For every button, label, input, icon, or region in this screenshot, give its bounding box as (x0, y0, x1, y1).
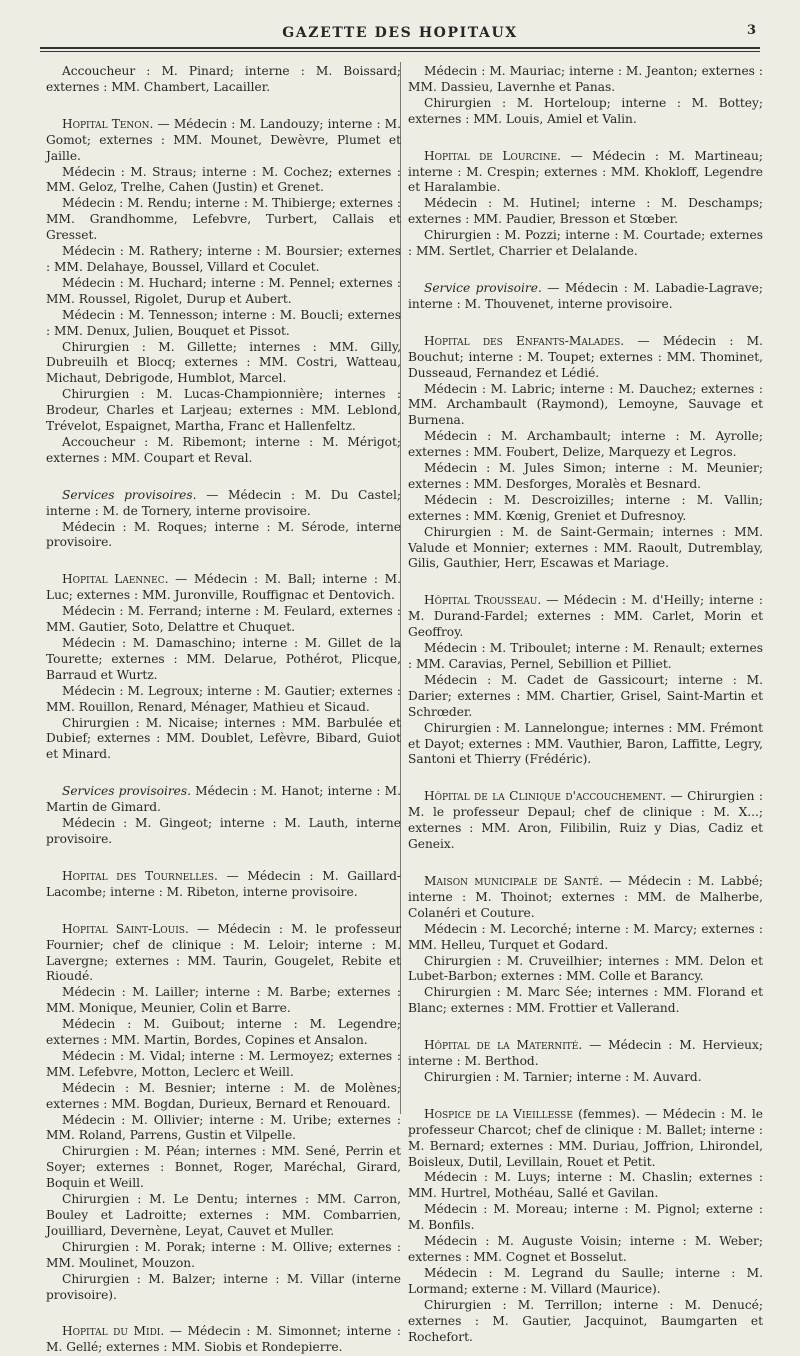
page-header (40, 22, 760, 46)
header-rule-thick (40, 47, 760, 49)
paragraph-text: Médecin : M. Triboulet; interne : M. Renault; externes : MM. Caravias, Pernel, Sebillion et Pilliet. (408, 641, 763, 671)
paragraph (408, 641, 763, 673)
header-rule-thin (40, 51, 760, 52)
paragraph-text: Chirurgien : M. Tarnier; interne : M. Auvard. (424, 1069, 702, 1084)
paragraph (408, 1202, 763, 1234)
section-heading: Hôpital Trousseau. (424, 593, 542, 608)
section-heading: Hôpital de la Clinique d'accouchement. (424, 789, 667, 804)
paragraph (408, 1070, 763, 1086)
paragraph (408, 461, 763, 493)
paragraph-text: Chirurgien : M. Gillette; internes : MM. Gilly, Dubreuilh et Blocq; externes : MM. Costri, Watteau, Michaut, Debrigode, Humblot, Marcel. (46, 339, 401, 386)
paragraph-text: Chirurgien : M. Le Dentu; internes : MM. Carron, Bouley et Ladroitte; externes : MM. Combarrien, Jouilliard, Devernène, Leyat, Cauvet et Muller. (46, 1192, 401, 1238)
paragraph-text: Médecin : M. Tennesson; interne : M. Boucli; externes : MM. Denux, Julien, Bouquet et Pissot. (46, 307, 401, 338)
paragraph-text: Chirurgien : M. Lannelongue; internes : MM. Frémont et Dayot; externes : MM. Vauthier, Baron, Laffitte, Legry, Santoni et Thierry (Frédéric). (408, 720, 763, 767)
paragraph (46, 520, 401, 552)
paragraph-text: Chirurgien : M. Nicaise; internes : MM. Barbulée et Dubief; externes : MM. Doublet, Lefèvre, Bibard, Guiot et Minard. (46, 715, 401, 762)
paragraph (46, 165, 401, 197)
section-heading: Hopital du Midi. (62, 1324, 165, 1339)
paragraph-text: Chirurgien : M. Terrillon; interne : M. Denucé; externes : M. Gautier, Jacquinot, Baumgarten et Rochefort. (408, 1297, 763, 1344)
paragraph-text: — Médecin : M. Ball; interne : M. Luc; externes : MM. Juronville, Rouffignac et Dentovich. (46, 572, 402, 603)
section-heading: Hopital Saint-Louis. (62, 921, 189, 936)
paragraph (46, 604, 401, 636)
paragraph-text: Médecin : M. Lailler; interne : M. Barbe; externes : MM. Monique, Meunier, Colin et Barre. (46, 985, 401, 1016)
paragraph (408, 429, 763, 461)
paragraph (46, 985, 401, 1017)
paragraph-text: Chirurgien : M. de Saint-Germain; internes : MM. Valude et Monnier; externes : MM. Raoult, Dutremblay, Gilis, Gauthier, Herr, Escawas et Mariage. (408, 524, 763, 571)
paragraph-text: Médecin : M. Auguste Voisin; interne : M. Weber; externes : MM. Cognet et Bosselut. (408, 1234, 763, 1264)
paragraph-text: Médecin : M. Rathery; interne : M. Boursier; externes : MM. Delahaye, Boussel, Villard et Coculet. (46, 244, 401, 274)
paragraph (46, 387, 401, 435)
paragraph-text: Médecin : M. Rendu; interne : M. Thibierge; externes : MM. Grandhomme, Lefebvre, Turbert, Callais et Gresset. (46, 196, 401, 243)
paragraph-text: — Médecin : M. Landouzy; interne : M. Gomot; externes : MM. Mounet, Dewèvre, Plumet et Jaille. (46, 116, 402, 163)
paragraph-text: Médecin : M. Ferrand; interne : M. Feulard, externes : MM. Gautier, Soto, Delattre et Chuquet. (46, 604, 401, 635)
paragraph (408, 149, 763, 197)
paragraph (408, 281, 763, 313)
paragraph (46, 64, 401, 96)
paragraph-text: Médecin : M. Legrand du Saulle; interne : M. Lormand; externe : M. Villard (Maurice). (408, 1265, 763, 1296)
paragraph (408, 673, 763, 721)
paragraph (46, 1113, 401, 1145)
paragraph (408, 228, 763, 260)
journal-title: GAZETTE DES HOPITAUX (282, 25, 518, 41)
paragraph (408, 525, 763, 573)
paragraph (46, 276, 401, 308)
paragraph-text: Médecin : M. Luys; interne : M. Chaslin; externes : MM. Hurtrel, Mothéau, Sallé et Gavilan. (408, 1170, 763, 1201)
paragraph (46, 716, 401, 764)
paragraph (46, 684, 401, 716)
paragraph-text: Chirurgien : M. Balzer; interne : M. Villar (interne provisoire). (46, 1271, 401, 1302)
paragraph (46, 1272, 401, 1304)
paragraph-text: Chirurgien : M. Horteloup; interne : M. Bottey; externes : MM. Louis, Amiel et Valin. (408, 95, 763, 126)
paragraph (408, 334, 763, 382)
paragraph-text: Médecin : M. Roques; interne : M. Sérode, interne provisoire. (46, 519, 401, 550)
paragraph (46, 1144, 401, 1192)
paragraph-text: — Médecin : M. Martineau; interne : M. Crespin; externes : MM. Khokloff, Legendre et Haralambie. (408, 148, 764, 195)
paragraph (408, 96, 763, 128)
section-heading: Hopital des Tournelles. (62, 868, 218, 883)
paragraph (408, 922, 763, 954)
paragraph (408, 1107, 763, 1171)
paragraph-text: — Médecin : M. Hervieux; interne : M. Berthod. (408, 1038, 763, 1069)
paragraph-text: Médecin : M. Besnier; interne : M. de Molènes; externes : MM. Bogdan, Durieux, Bernard et Renouard. (46, 1080, 401, 1111)
paragraph (408, 64, 763, 96)
paragraph-text: Chirurgien : M. Péan; internes : MM. Sené, Perrin et Soyer; externes : Bonnet, Roger, Maréchal, Girard, Boquin et Weill. (46, 1144, 401, 1191)
paragraph (46, 869, 401, 901)
paragraph-text: Médecin : M. Guibout; interne : M. Legendre; externes : MM. Martin, Bordes, Copines et Ansalon. (46, 1017, 401, 1048)
paragraph (46, 572, 401, 604)
paragraph (46, 1049, 401, 1081)
paragraph-text: — Médecin : M. Bouchut; interne : M. Toupet; externes : MM. Thominet, Dusseaud, Fernandez et Lédié. (408, 333, 763, 380)
paragraph-text: Chirurgien : M. Pozzi; interne : M. Courtade; externes : MM. Sertlet, Charrier et Delalande. (408, 228, 763, 259)
paragraph (408, 593, 763, 641)
page-number: 3 (746, 23, 756, 38)
paragraph (46, 244, 401, 276)
paragraph (408, 1266, 763, 1298)
section-subheading: Services provisoires. (62, 487, 197, 502)
paragraph-text: Chirurgien : M. Porak; interne : M. Ollive; externes : MM. Moulinet, Mouzon. (46, 1239, 401, 1270)
paragraph-text: Médecin : M. Descroizilles; interne : M. Vallin; externes : MM. Kœnig, Greniet et Dufresnoy. (408, 492, 763, 523)
section-heading: Hopital de Lourcine. (424, 148, 561, 163)
paragraph (46, 340, 401, 388)
paragraph (46, 196, 401, 244)
paragraph (408, 1038, 763, 1070)
paragraph-text: — Médecin : M. Labbé; interne : M. Thoinot; externes : MM. de Malherbe, Colanéri et Couture. (408, 873, 764, 920)
paragraph-text: Médecin : M. Hutinel; interne : M. Deschamps; externes : MM. Paudier, Bresson et Stœber. (408, 196, 763, 227)
paragraph-text: Médecin : M. Moreau; interne : M. Pignol; externe : M. Bonfils. (408, 1202, 763, 1233)
section-subheading: Service provisoire. (424, 280, 542, 295)
paragraph-text: Chirurgien : M. Cruveilhier; internes : MM. Delon et Lubet-Barbon; externes : MM. Colle et Barancy. (408, 953, 763, 984)
paragraph (46, 117, 401, 165)
paragraph (46, 636, 401, 684)
paragraph-text: Accoucheur : M. Ribemont; interne : M. Mérigot; externes : MM. Coupart et Reval. (46, 434, 401, 465)
paragraph (46, 1192, 401, 1240)
paragraph (408, 196, 763, 228)
paragraph (408, 1234, 763, 1266)
paragraph-text: Chirurgien : M. Lucas-Championnière; internes : Brodeur, Charles et Larjeau; externes : MM. Leblond, Trévelot, Espaignet, Martha, Franc et Hallenfeltz. (46, 387, 401, 434)
paragraph-text: Médecin : M. Gingeot; interne : M. Lauth, interne provisoire. (46, 816, 401, 846)
paragraph (46, 488, 401, 520)
paragraph (408, 721, 763, 769)
paragraph (408, 493, 763, 525)
paragraph (408, 1298, 763, 1346)
section-subheading: Services provisoires. (62, 784, 192, 799)
paragraph-text: Médecin : M. Ollivier; interne : M. Uribe; externes : MM. Roland, Parrens, Gustin et Vilpelle. (46, 1112, 401, 1143)
section-heading: Hopital des Enfants-Malades. (424, 333, 625, 348)
paragraph (46, 1240, 401, 1272)
paragraph-text: — Médecin : M. d'Heilly; interne : M. Durand-Fardel; externes : MM. Carlet, Morin et Geoffroy. (408, 593, 763, 640)
paragraph-text: Médecin : M. Mauriac; interne : M. Jeanton; externes : MM. Dassieu, Lavernhe et Panas. (408, 64, 763, 94)
paragraph-text: — Chirurgien : M. le professeur Depaul; chef de clinique : M. X...; externes : MM. Aron, Filibilin, Ruiz y Dias, Cadiz et Geneix. (408, 789, 763, 852)
paragraph (46, 308, 401, 340)
paragraph-text: — Médecin : M. le professeur Fournier; chef de clinique : M. Leloir; interne : M. Lavergne; externes : MM. Taurin, Gougelet, Rebite et Rioudé. (46, 921, 402, 984)
paragraph-text: Médecin : M. Lecorché; interne : M. Marcy; externes : MM. Helleu, Turquet et Godard. (408, 921, 763, 952)
paragraph-text: Médecin : M. Hanot; interne : M. Martin de Gimard. (46, 784, 401, 815)
section-heading: Maison municipale de Santé. (424, 873, 603, 888)
paragraph-text: Accoucheur : M. Pinard; interne : M. Boissard; externes : MM. Chambert, Lacailler. (46, 64, 401, 94)
paragraph-text: — Médecin : M. Simonnet; interne : M. Gellé; externes : MM. Siobis et Rondepierre. (46, 1324, 402, 1355)
paragraph (46, 816, 401, 848)
left-column (46, 64, 401, 1356)
paragraph-text: Médecin : M. Jules Simon; interne : M. Meunier; externes : MM. Desforges, Moralès et Besnard. (408, 461, 763, 491)
paragraph (408, 874, 763, 922)
paragraph (46, 1081, 401, 1113)
paragraph-text: Médecin : M. Damaschino; interne : M. Gillet de la Tourette; externes : MM. Delarue, Pothérot, Plicque, Barraud et Wurtz. (46, 636, 401, 682)
paragraph-text: (femmes). — Médecin : M. le professeur Charcot; chef de clinique : M. Ballet; interne : M. Bernard; externes : MM. Duriau, Joffrion, Lhirondel, Boisleux, Dutil, Levillain, Rouet et Petit. (408, 1106, 764, 1169)
paragraph (46, 435, 401, 467)
section-heading: Hospice de la Vieillesse (424, 1106, 573, 1121)
section-heading: Hôpital de la Maternité. (424, 1038, 583, 1053)
paragraph-text: Médecin : M. Labric; interne : M. Dauchez; externes : MM. Archambault (Raymond), Lemoyne, Sauvage et Burnena. (408, 381, 763, 428)
paragraph (408, 382, 763, 430)
paragraph-text: Médecin : M. Cadet de Gassicourt; interne : M. Darier; externes : MM. Chartier, Grisel, Saint-Martin et Schrœder. (408, 672, 763, 719)
paragraph-text: Médecin : M. Legroux; interne : M. Gautier; externes : MM. Rouillon, Renard, Ménager, Mathieu et Sicaud. (46, 683, 401, 714)
paragraph (46, 922, 401, 986)
paragraph-text: Médecin : M. Vidal; interne : M. Lermoyez; externes : MM. Lefebvre, Motton, Leclerc et Weill. (46, 1048, 401, 1079)
paragraph (408, 954, 763, 986)
paragraph-text: Médecin : M. Archambault; interne : M. Ayrolle; externes : MM. Foubert, Delize, Marquezy et Legros. (408, 429, 763, 460)
paragraph (408, 985, 763, 1017)
paragraph-text: Chirurgien : M. Marc Sée; internes : MM. Florand et Blanc; externes : MM. Frottier et Vallerand. (408, 985, 763, 1016)
paragraph-text: — Médecin : M. Du Castel; interne : M. de Tornery, interne provisoire. (46, 487, 401, 518)
paragraph (46, 784, 401, 816)
paragraph (408, 1170, 763, 1202)
paragraph-text: — Médecin : M. Gaillard-Lacombe; interne : M. Ribeton, interne provisoire. (46, 868, 401, 899)
section-heading: Hopital Tenon. (62, 116, 154, 131)
paragraph-text: — Médecin : M. Labadie-Lagrave; interne : M. Thouvenet, interne provisoire. (408, 280, 763, 311)
paragraph-text: Médecin : M. Huchard; interne : M. Pennel; externes : MM. Roussel, Rigolet, Durup et Aubert. (46, 275, 401, 306)
paragraph (46, 1017, 401, 1049)
paragraph (408, 789, 763, 853)
paragraph-text: Médecin : M. Straus; interne : M. Cochez; externes : MM. Geloz, Trelhe, Cahen (Justin) et Grenet. (46, 164, 401, 195)
paragraph (46, 1324, 401, 1356)
section-heading: Hopital Laennec. (62, 572, 169, 587)
right-column (408, 64, 763, 1345)
